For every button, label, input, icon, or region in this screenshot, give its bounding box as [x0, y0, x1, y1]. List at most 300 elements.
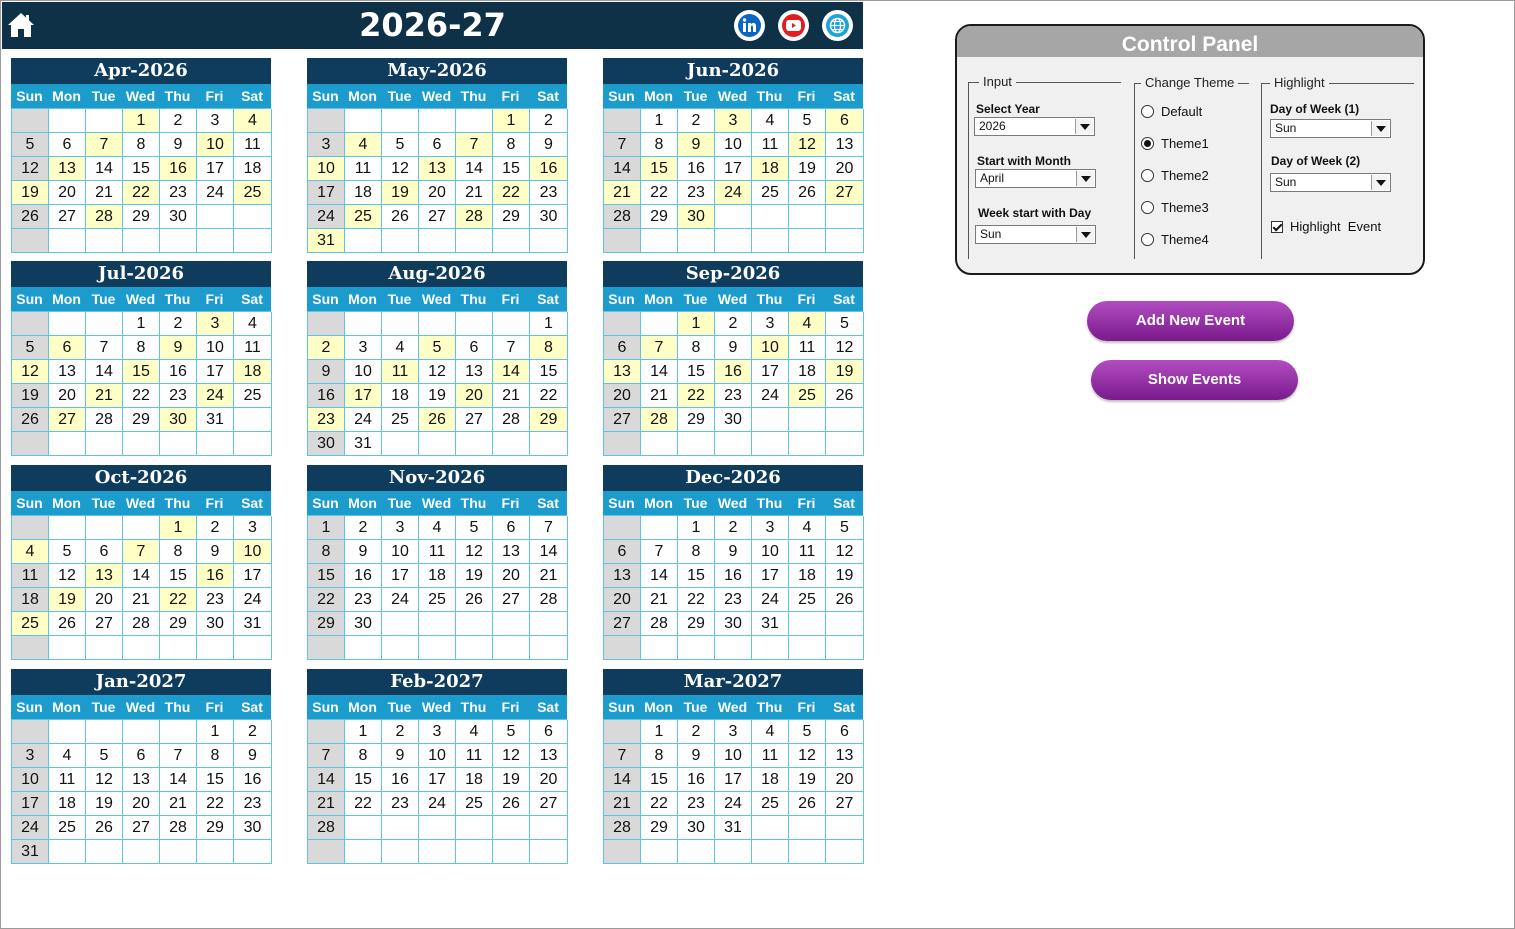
day-cell[interactable]: 28	[604, 205, 641, 229]
day-cell[interactable]: 30	[308, 432, 345, 456]
day-cell[interactable]: 11	[345, 157, 382, 181]
day-cell[interactable]: 25	[456, 792, 493, 816]
day-cell[interactable]: 29	[493, 205, 530, 229]
day-cell[interactable]: 10	[752, 336, 789, 360]
day-cell[interactable]: 13	[826, 744, 864, 768]
day-cell[interactable]: 15	[308, 564, 345, 588]
day-cell[interactable]: 1	[123, 312, 160, 336]
day-cell[interactable]: 15	[123, 157, 160, 181]
day-cell[interactable]: 27	[123, 816, 160, 840]
day-cell[interactable]: 19	[493, 768, 530, 792]
day-cell[interactable]: 24	[382, 588, 419, 612]
day-cell[interactable]: 20	[456, 384, 493, 408]
day-cell[interactable]: 5	[382, 133, 419, 157]
chevron-down-icon[interactable]	[1371, 121, 1389, 136]
day-cell[interactable]: 27	[826, 792, 864, 816]
day-cell[interactable]: 14	[123, 564, 160, 588]
day-cell[interactable]: 26	[493, 792, 530, 816]
day-cell[interactable]: 14	[641, 564, 678, 588]
day-cell[interactable]: 16	[160, 360, 197, 384]
radio-icon[interactable]	[1141, 201, 1154, 214]
theme-radio-theme1[interactable]	[1141, 136, 1209, 151]
linkedin-icon[interactable]	[734, 10, 765, 41]
day-cell[interactable]: 31	[752, 612, 789, 636]
day-cell[interactable]: 24	[234, 588, 272, 612]
day-cell[interactable]: 3	[197, 312, 234, 336]
day-cell[interactable]: 18	[752, 157, 789, 181]
day-cell[interactable]: 22	[530, 384, 568, 408]
day-cell[interactable]: 1	[123, 109, 160, 133]
day-cell[interactable]: 26	[419, 408, 456, 432]
day-cell[interactable]: 6	[419, 133, 456, 157]
week-start-dropdown[interactable]	[975, 225, 1096, 244]
day-cell[interactable]: 29	[123, 205, 160, 229]
day-cell[interactable]: 23	[308, 408, 345, 432]
day-cell[interactable]: 5	[493, 720, 530, 744]
day-cell[interactable]: 1	[345, 720, 382, 744]
day-cell[interactable]: 26	[789, 181, 826, 205]
day-cell[interactable]: 11	[234, 133, 272, 157]
day-cell[interactable]: 20	[604, 588, 641, 612]
day-cell[interactable]: 5	[86, 744, 123, 768]
day-cell[interactable]: 12	[419, 360, 456, 384]
day-cell[interactable]: 22	[345, 792, 382, 816]
day-cell[interactable]: 15	[641, 768, 678, 792]
day-cell[interactable]: 27	[604, 612, 641, 636]
day-cell[interactable]: 18	[234, 157, 272, 181]
day-cell[interactable]: 21	[604, 792, 641, 816]
day-cell[interactable]: 23	[345, 588, 382, 612]
day-cell[interactable]: 4	[789, 516, 826, 540]
day-cell[interactable]: 28	[123, 612, 160, 636]
day-cell[interactable]: 12	[456, 540, 493, 564]
day-cell[interactable]: 18	[419, 564, 456, 588]
day-cell[interactable]: 3	[715, 109, 752, 133]
day-cell[interactable]: 14	[86, 360, 123, 384]
day-cell[interactable]: 15	[493, 157, 530, 181]
day-cell[interactable]: 12	[826, 540, 864, 564]
dow2-dropdown[interactable]	[1270, 173, 1391, 192]
day-cell[interactable]: 9	[234, 744, 272, 768]
day-cell[interactable]: 15	[345, 768, 382, 792]
day-cell[interactable]: 20	[49, 181, 86, 205]
day-cell[interactable]: 23	[715, 384, 752, 408]
day-cell[interactable]: 23	[160, 181, 197, 205]
day-cell[interactable]: 26	[789, 792, 826, 816]
day-cell[interactable]: 6	[493, 516, 530, 540]
day-cell[interactable]: 31	[715, 816, 752, 840]
chevron-down-icon[interactable]	[1075, 119, 1093, 134]
day-cell[interactable]: 7	[308, 744, 345, 768]
day-cell[interactable]: 10	[752, 540, 789, 564]
day-cell[interactable]: 15	[197, 768, 234, 792]
day-cell[interactable]: 26	[49, 612, 86, 636]
day-cell[interactable]: 1	[493, 109, 530, 133]
radio-icon[interactable]	[1141, 105, 1154, 118]
day-cell[interactable]: 12	[49, 564, 86, 588]
day-cell[interactable]: 12	[493, 744, 530, 768]
day-cell[interactable]: 24	[419, 792, 456, 816]
day-cell[interactable]: 27	[826, 181, 864, 205]
day-cell[interactable]: 21	[641, 588, 678, 612]
day-cell[interactable]: 18	[789, 564, 826, 588]
day-cell[interactable]: 7	[160, 744, 197, 768]
day-cell[interactable]: 26	[826, 384, 864, 408]
day-cell[interactable]: 20	[826, 768, 864, 792]
day-cell[interactable]: 20	[604, 384, 641, 408]
day-cell[interactable]: 16	[715, 564, 752, 588]
day-cell[interactable]: 18	[234, 360, 272, 384]
day-cell[interactable]: 9	[160, 336, 197, 360]
day-cell[interactable]: 9	[530, 133, 568, 157]
day-cell[interactable]: 19	[826, 564, 864, 588]
day-cell[interactable]: 28	[86, 205, 123, 229]
day-cell[interactable]: 22	[160, 588, 197, 612]
day-cell[interactable]: 29	[160, 612, 197, 636]
day-cell[interactable]: 8	[160, 540, 197, 564]
day-cell[interactable]: 16	[345, 564, 382, 588]
day-cell[interactable]: 2	[382, 720, 419, 744]
day-cell[interactable]: 20	[123, 792, 160, 816]
day-cell[interactable]: 10	[12, 768, 49, 792]
day-cell[interactable]: 9	[197, 540, 234, 564]
day-cell[interactable]: 30	[160, 408, 197, 432]
day-cell[interactable]: 31	[12, 840, 49, 864]
day-cell[interactable]: 11	[234, 336, 272, 360]
day-cell[interactable]: 29	[308, 612, 345, 636]
day-cell[interactable]: 8	[123, 133, 160, 157]
day-cell[interactable]: 22	[123, 181, 160, 205]
day-cell[interactable]: 6	[49, 133, 86, 157]
day-cell[interactable]: 24	[197, 181, 234, 205]
chevron-down-icon[interactable]	[1076, 227, 1094, 242]
day-cell[interactable]: 30	[678, 205, 715, 229]
day-cell[interactable]: 8	[641, 744, 678, 768]
day-cell[interactable]: 6	[604, 540, 641, 564]
day-cell[interactable]: 13	[86, 564, 123, 588]
day-cell[interactable]: 13	[456, 360, 493, 384]
day-cell[interactable]: 29	[641, 205, 678, 229]
day-cell[interactable]: 22	[123, 384, 160, 408]
day-cell[interactable]: 3	[752, 516, 789, 540]
day-cell[interactable]: 20	[826, 157, 864, 181]
day-cell[interactable]: 23	[197, 588, 234, 612]
day-cell[interactable]: 19	[12, 384, 49, 408]
day-cell[interactable]: 7	[604, 133, 641, 157]
day-cell[interactable]: 19	[12, 181, 49, 205]
day-cell[interactable]: 4	[789, 312, 826, 336]
day-cell[interactable]: 10	[382, 540, 419, 564]
day-cell[interactable]: 10	[715, 744, 752, 768]
day-cell[interactable]: 18	[382, 384, 419, 408]
day-cell[interactable]: 19	[419, 384, 456, 408]
day-cell[interactable]: 9	[678, 744, 715, 768]
day-cell[interactable]: 23	[715, 588, 752, 612]
day-cell[interactable]: 24	[197, 384, 234, 408]
youtube-icon[interactable]	[778, 10, 809, 41]
day-cell[interactable]: 28	[641, 612, 678, 636]
day-cell[interactable]: 6	[49, 336, 86, 360]
day-cell[interactable]: 13	[826, 133, 864, 157]
day-cell[interactable]: 4	[12, 540, 49, 564]
day-cell[interactable]: 7	[641, 336, 678, 360]
day-cell[interactable]: 2	[678, 109, 715, 133]
day-cell[interactable]: 30	[530, 205, 568, 229]
day-cell[interactable]: 27	[493, 588, 530, 612]
day-cell[interactable]: 6	[123, 744, 160, 768]
day-cell[interactable]: 13	[49, 157, 86, 181]
day-cell[interactable]: 27	[419, 205, 456, 229]
day-cell[interactable]: 2	[197, 516, 234, 540]
day-cell[interactable]: 28	[456, 205, 493, 229]
day-cell[interactable]: 22	[678, 588, 715, 612]
day-cell[interactable]: 28	[604, 816, 641, 840]
day-cell[interactable]: 10	[234, 540, 272, 564]
day-cell[interactable]: 29	[678, 612, 715, 636]
day-cell[interactable]: 18	[345, 181, 382, 205]
day-cell[interactable]: 30	[234, 816, 272, 840]
day-cell[interactable]: 22	[308, 588, 345, 612]
day-cell[interactable]: 9	[715, 336, 752, 360]
day-cell[interactable]: 4	[752, 720, 789, 744]
day-cell[interactable]: 3	[419, 720, 456, 744]
day-cell[interactable]: 22	[197, 792, 234, 816]
day-cell[interactable]: 10	[419, 744, 456, 768]
day-cell[interactable]: 5	[419, 336, 456, 360]
day-cell[interactable]: 5	[12, 133, 49, 157]
day-cell[interactable]: 17	[715, 157, 752, 181]
day-cell[interactable]: 25	[49, 816, 86, 840]
day-cell[interactable]: 13	[493, 540, 530, 564]
day-cell[interactable]: 19	[382, 181, 419, 205]
day-cell[interactable]: 25	[752, 792, 789, 816]
day-cell[interactable]: 25	[12, 612, 49, 636]
chevron-down-icon[interactable]	[1076, 171, 1094, 186]
day-cell[interactable]: 21	[530, 564, 568, 588]
show-events-button[interactable]: Show Events	[1091, 360, 1298, 400]
day-cell[interactable]: 14	[641, 360, 678, 384]
day-cell[interactable]: 19	[456, 564, 493, 588]
day-cell[interactable]: 8	[345, 744, 382, 768]
highlight-event-checkbox[interactable]	[1271, 219, 1381, 234]
day-cell[interactable]: 1	[678, 312, 715, 336]
chevron-down-icon[interactable]	[1371, 175, 1389, 190]
day-cell[interactable]: 1	[641, 720, 678, 744]
day-cell[interactable]: 21	[604, 181, 641, 205]
day-cell[interactable]: 24	[715, 181, 752, 205]
day-cell[interactable]: 15	[641, 157, 678, 181]
day-cell[interactable]: 16	[308, 384, 345, 408]
day-cell[interactable]: 11	[789, 336, 826, 360]
day-cell[interactable]: 19	[86, 792, 123, 816]
day-cell[interactable]: 6	[456, 336, 493, 360]
day-cell[interactable]: 11	[456, 744, 493, 768]
day-cell[interactable]: 2	[308, 336, 345, 360]
day-cell[interactable]: 10	[197, 133, 234, 157]
day-cell[interactable]: 4	[234, 312, 272, 336]
radio-icon[interactable]	[1141, 137, 1154, 150]
day-cell[interactable]: 21	[493, 384, 530, 408]
day-cell[interactable]: 6	[86, 540, 123, 564]
day-cell[interactable]: 4	[234, 109, 272, 133]
day-cell[interactable]: 26	[382, 205, 419, 229]
day-cell[interactable]: 5	[49, 540, 86, 564]
day-cell[interactable]: 10	[197, 336, 234, 360]
day-cell[interactable]: 25	[419, 588, 456, 612]
day-cell[interactable]: 7	[86, 336, 123, 360]
day-cell[interactable]: 27	[49, 205, 86, 229]
day-cell[interactable]: 18	[456, 768, 493, 792]
day-cell[interactable]: 11	[419, 540, 456, 564]
day-cell[interactable]: 12	[86, 768, 123, 792]
day-cell[interactable]: 11	[49, 768, 86, 792]
day-cell[interactable]: 11	[382, 360, 419, 384]
day-cell[interactable]: 28	[308, 816, 345, 840]
day-cell[interactable]: 30	[160, 205, 197, 229]
day-cell[interactable]: 2	[678, 720, 715, 744]
day-cell[interactable]: 3	[308, 133, 345, 157]
day-cell[interactable]: 20	[49, 384, 86, 408]
day-cell[interactable]: 18	[49, 792, 86, 816]
day-cell[interactable]: 15	[678, 360, 715, 384]
theme-radio-default[interactable]	[1141, 104, 1202, 119]
day-cell[interactable]: 24	[752, 588, 789, 612]
day-cell[interactable]: 27	[604, 408, 641, 432]
day-cell[interactable]: 14	[308, 768, 345, 792]
day-cell[interactable]: 13	[530, 744, 568, 768]
day-cell[interactable]: 30	[715, 408, 752, 432]
day-cell[interactable]: 11	[752, 133, 789, 157]
day-cell[interactable]: 10	[308, 157, 345, 181]
day-cell[interactable]: 1	[678, 516, 715, 540]
day-cell[interactable]: 30	[715, 612, 752, 636]
day-cell[interactable]: 21	[86, 181, 123, 205]
day-cell[interactable]: 16	[678, 768, 715, 792]
start-month-dropdown[interactable]	[975, 169, 1096, 188]
day-cell[interactable]: 27	[456, 408, 493, 432]
day-cell[interactable]: 16	[382, 768, 419, 792]
day-cell[interactable]: 20	[493, 564, 530, 588]
day-cell[interactable]: 9	[382, 744, 419, 768]
checkbox-checked-icon[interactable]	[1271, 221, 1283, 233]
day-cell[interactable]: 27	[530, 792, 568, 816]
day-cell[interactable]: 13	[123, 768, 160, 792]
day-cell[interactable]: 23	[160, 384, 197, 408]
day-cell[interactable]: 26	[12, 205, 49, 229]
day-cell[interactable]: 9	[678, 133, 715, 157]
day-cell[interactable]: 8	[197, 744, 234, 768]
day-cell[interactable]: 18	[789, 360, 826, 384]
day-cell[interactable]: 1	[641, 109, 678, 133]
day-cell[interactable]: 9	[160, 133, 197, 157]
day-cell[interactable]: 22	[641, 181, 678, 205]
day-cell[interactable]: 13	[604, 360, 641, 384]
day-cell[interactable]: 24	[345, 408, 382, 432]
day-cell[interactable]: 19	[49, 588, 86, 612]
day-cell[interactable]: 14	[604, 768, 641, 792]
day-cell[interactable]: 8	[123, 336, 160, 360]
day-cell[interactable]: 4	[752, 109, 789, 133]
day-cell[interactable]: 2	[160, 312, 197, 336]
day-cell[interactable]: 20	[419, 181, 456, 205]
day-cell[interactable]: 1	[160, 516, 197, 540]
theme-radio-theme3[interactable]	[1141, 200, 1209, 215]
day-cell[interactable]: 21	[456, 181, 493, 205]
day-cell[interactable]: 24	[752, 384, 789, 408]
day-cell[interactable]: 1	[530, 312, 568, 336]
day-cell[interactable]: 29	[197, 816, 234, 840]
day-cell[interactable]: 15	[678, 564, 715, 588]
day-cell[interactable]: 14	[160, 768, 197, 792]
day-cell[interactable]: 5	[456, 516, 493, 540]
day-cell[interactable]: 11	[789, 540, 826, 564]
day-cell[interactable]: 20	[86, 588, 123, 612]
day-cell[interactable]: 17	[382, 564, 419, 588]
day-cell[interactable]: 25	[789, 588, 826, 612]
day-cell[interactable]: 28	[493, 408, 530, 432]
select-year-dropdown[interactable]	[974, 117, 1095, 136]
day-cell[interactable]: 10	[345, 360, 382, 384]
day-cell[interactable]: 31	[308, 229, 345, 253]
day-cell[interactable]: 29	[641, 816, 678, 840]
day-cell[interactable]: 28	[160, 816, 197, 840]
theme-radio-theme4[interactable]	[1141, 232, 1209, 247]
day-cell[interactable]: 5	[826, 312, 864, 336]
day-cell[interactable]: 24	[308, 205, 345, 229]
day-cell[interactable]: 14	[456, 157, 493, 181]
day-cell[interactable]: 15	[160, 564, 197, 588]
day-cell[interactable]: 2	[160, 109, 197, 133]
day-cell[interactable]: 29	[123, 408, 160, 432]
day-cell[interactable]: 22	[493, 181, 530, 205]
day-cell[interactable]: 13	[49, 360, 86, 384]
day-cell[interactable]: 26	[826, 588, 864, 612]
day-cell[interactable]: 23	[234, 792, 272, 816]
day-cell[interactable]: 28	[641, 408, 678, 432]
day-cell[interactable]: 3	[752, 312, 789, 336]
day-cell[interactable]: 28	[530, 588, 568, 612]
day-cell[interactable]: 4	[382, 336, 419, 360]
day-cell[interactable]: 5	[826, 516, 864, 540]
day-cell[interactable]: 2	[234, 720, 272, 744]
day-cell[interactable]: 22	[641, 792, 678, 816]
day-cell[interactable]: 28	[86, 408, 123, 432]
day-cell[interactable]: 12	[826, 336, 864, 360]
day-cell[interactable]: 10	[715, 133, 752, 157]
day-cell[interactable]: 25	[752, 181, 789, 205]
day-cell[interactable]: 3	[12, 744, 49, 768]
day-cell[interactable]: 8	[641, 133, 678, 157]
day-cell[interactable]: 4	[49, 744, 86, 768]
day-cell[interactable]: 31	[345, 432, 382, 456]
day-cell[interactable]: 4	[345, 133, 382, 157]
day-cell[interactable]: 26	[12, 408, 49, 432]
day-cell[interactable]: 16	[234, 768, 272, 792]
day-cell[interactable]: 25	[234, 181, 272, 205]
day-cell[interactable]: 29	[530, 408, 568, 432]
day-cell[interactable]: 17	[308, 181, 345, 205]
day-cell[interactable]: 12	[12, 360, 49, 384]
day-cell[interactable]: 25	[345, 205, 382, 229]
day-cell[interactable]: 16	[530, 157, 568, 181]
day-cell[interactable]: 18	[752, 768, 789, 792]
day-cell[interactable]: 30	[197, 612, 234, 636]
day-cell[interactable]: 9	[308, 360, 345, 384]
day-cell[interactable]: 26	[456, 588, 493, 612]
day-cell[interactable]: 16	[197, 564, 234, 588]
day-cell[interactable]: 17	[197, 157, 234, 181]
day-cell[interactable]: 24	[12, 816, 49, 840]
